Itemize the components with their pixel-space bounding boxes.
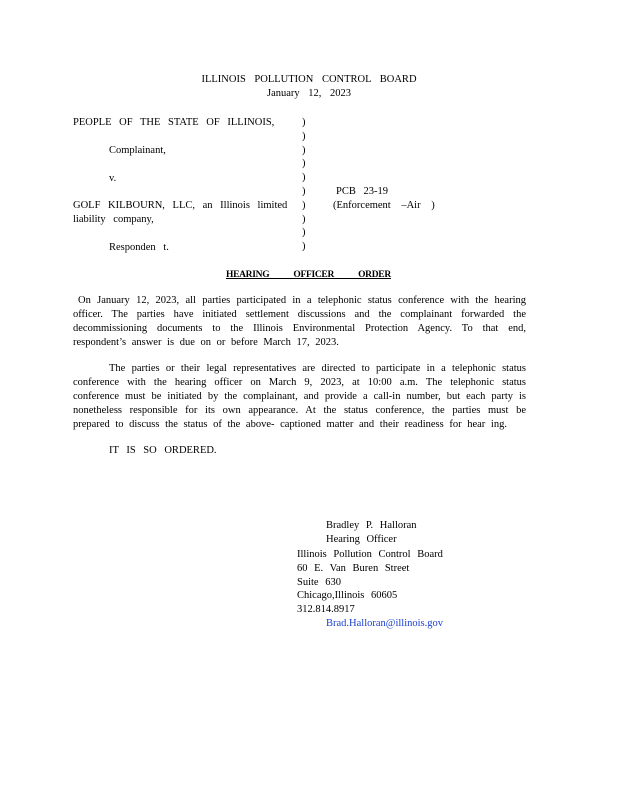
board-name: ILLINOIS POLLUTION CONTROL BOARD [201,74,417,85]
signatory-title: Hearing Officer [326,534,397,545]
caption-paren: ) [302,227,306,239]
phone-number: 312.814.8917 [297,604,355,615]
complainant-name: PEOPLE OF THE STATE OF ILLINOIS, [73,117,275,128]
respondent-name-line2: liability company, [73,214,154,225]
case-type: (Enforcement –Air ) [333,200,435,211]
case-number: PCB 23-19 [336,186,388,197]
order-heading: HEARING OFFICER ORDER [226,270,391,280]
versus-label: v. [109,173,117,184]
signatory-name: Bradley P. Halloran [326,520,417,531]
respondent-name-line1: GOLF KILBOURN, LLC, an Illinois limited [73,200,288,211]
caption-paren: ) [302,241,306,253]
complainant-role: Complainant, [109,145,166,156]
caption-paren: ) [302,158,306,170]
paragraph-directive: The parties or their legal representatives are directed to participate in a telephonic status conference with the hearing officer on March 9, 2023, at 10:00 a.m. The telephonic status conference must be initiated by the complainant, and provide a call-in number, but each party is nonetheless responsible for its own appearance. At the status conference, the parties must be prepared to discuss the status of the above- captioned matter and their readiness for hear ing. [73,363,526,430]
caption-parentheses [302,116,306,254]
caption-paren: ) [302,213,306,225]
address-street: 60 E. Van Buren Street [297,563,410,574]
caption-paren: ) [302,130,306,142]
paragraph-status-conference: On January 12, 2023, all parties participated in a telephonic status conference with the hearing officer. The parties have initiated settlement discussions and the complainant forwarded the decommissioning documents to the Illinois Environmental Protection Agency. To that end, respondent’s answer is due on or before March 17, 2023. [73,295,526,348]
address-city: Chicago,Illinois 60605 [297,590,398,601]
order-date: January 12, 2023 [266,88,352,99]
closing-statement: IT IS SO ORDERED. [109,445,217,456]
caption-paren: ) [302,199,306,211]
caption-paren: ) [302,144,306,156]
address-suite: Suite 630 [297,577,341,588]
signatory-organization: Illinois Pollution Control Board [297,549,443,560]
caption-paren: ) [302,172,306,184]
caption-paren: ) [302,185,306,197]
respondent-role: Responden t. [109,242,169,253]
caption-paren: ) [302,117,306,128]
email-link[interactable]: Brad.Halloran@illinois.gov [326,618,443,629]
